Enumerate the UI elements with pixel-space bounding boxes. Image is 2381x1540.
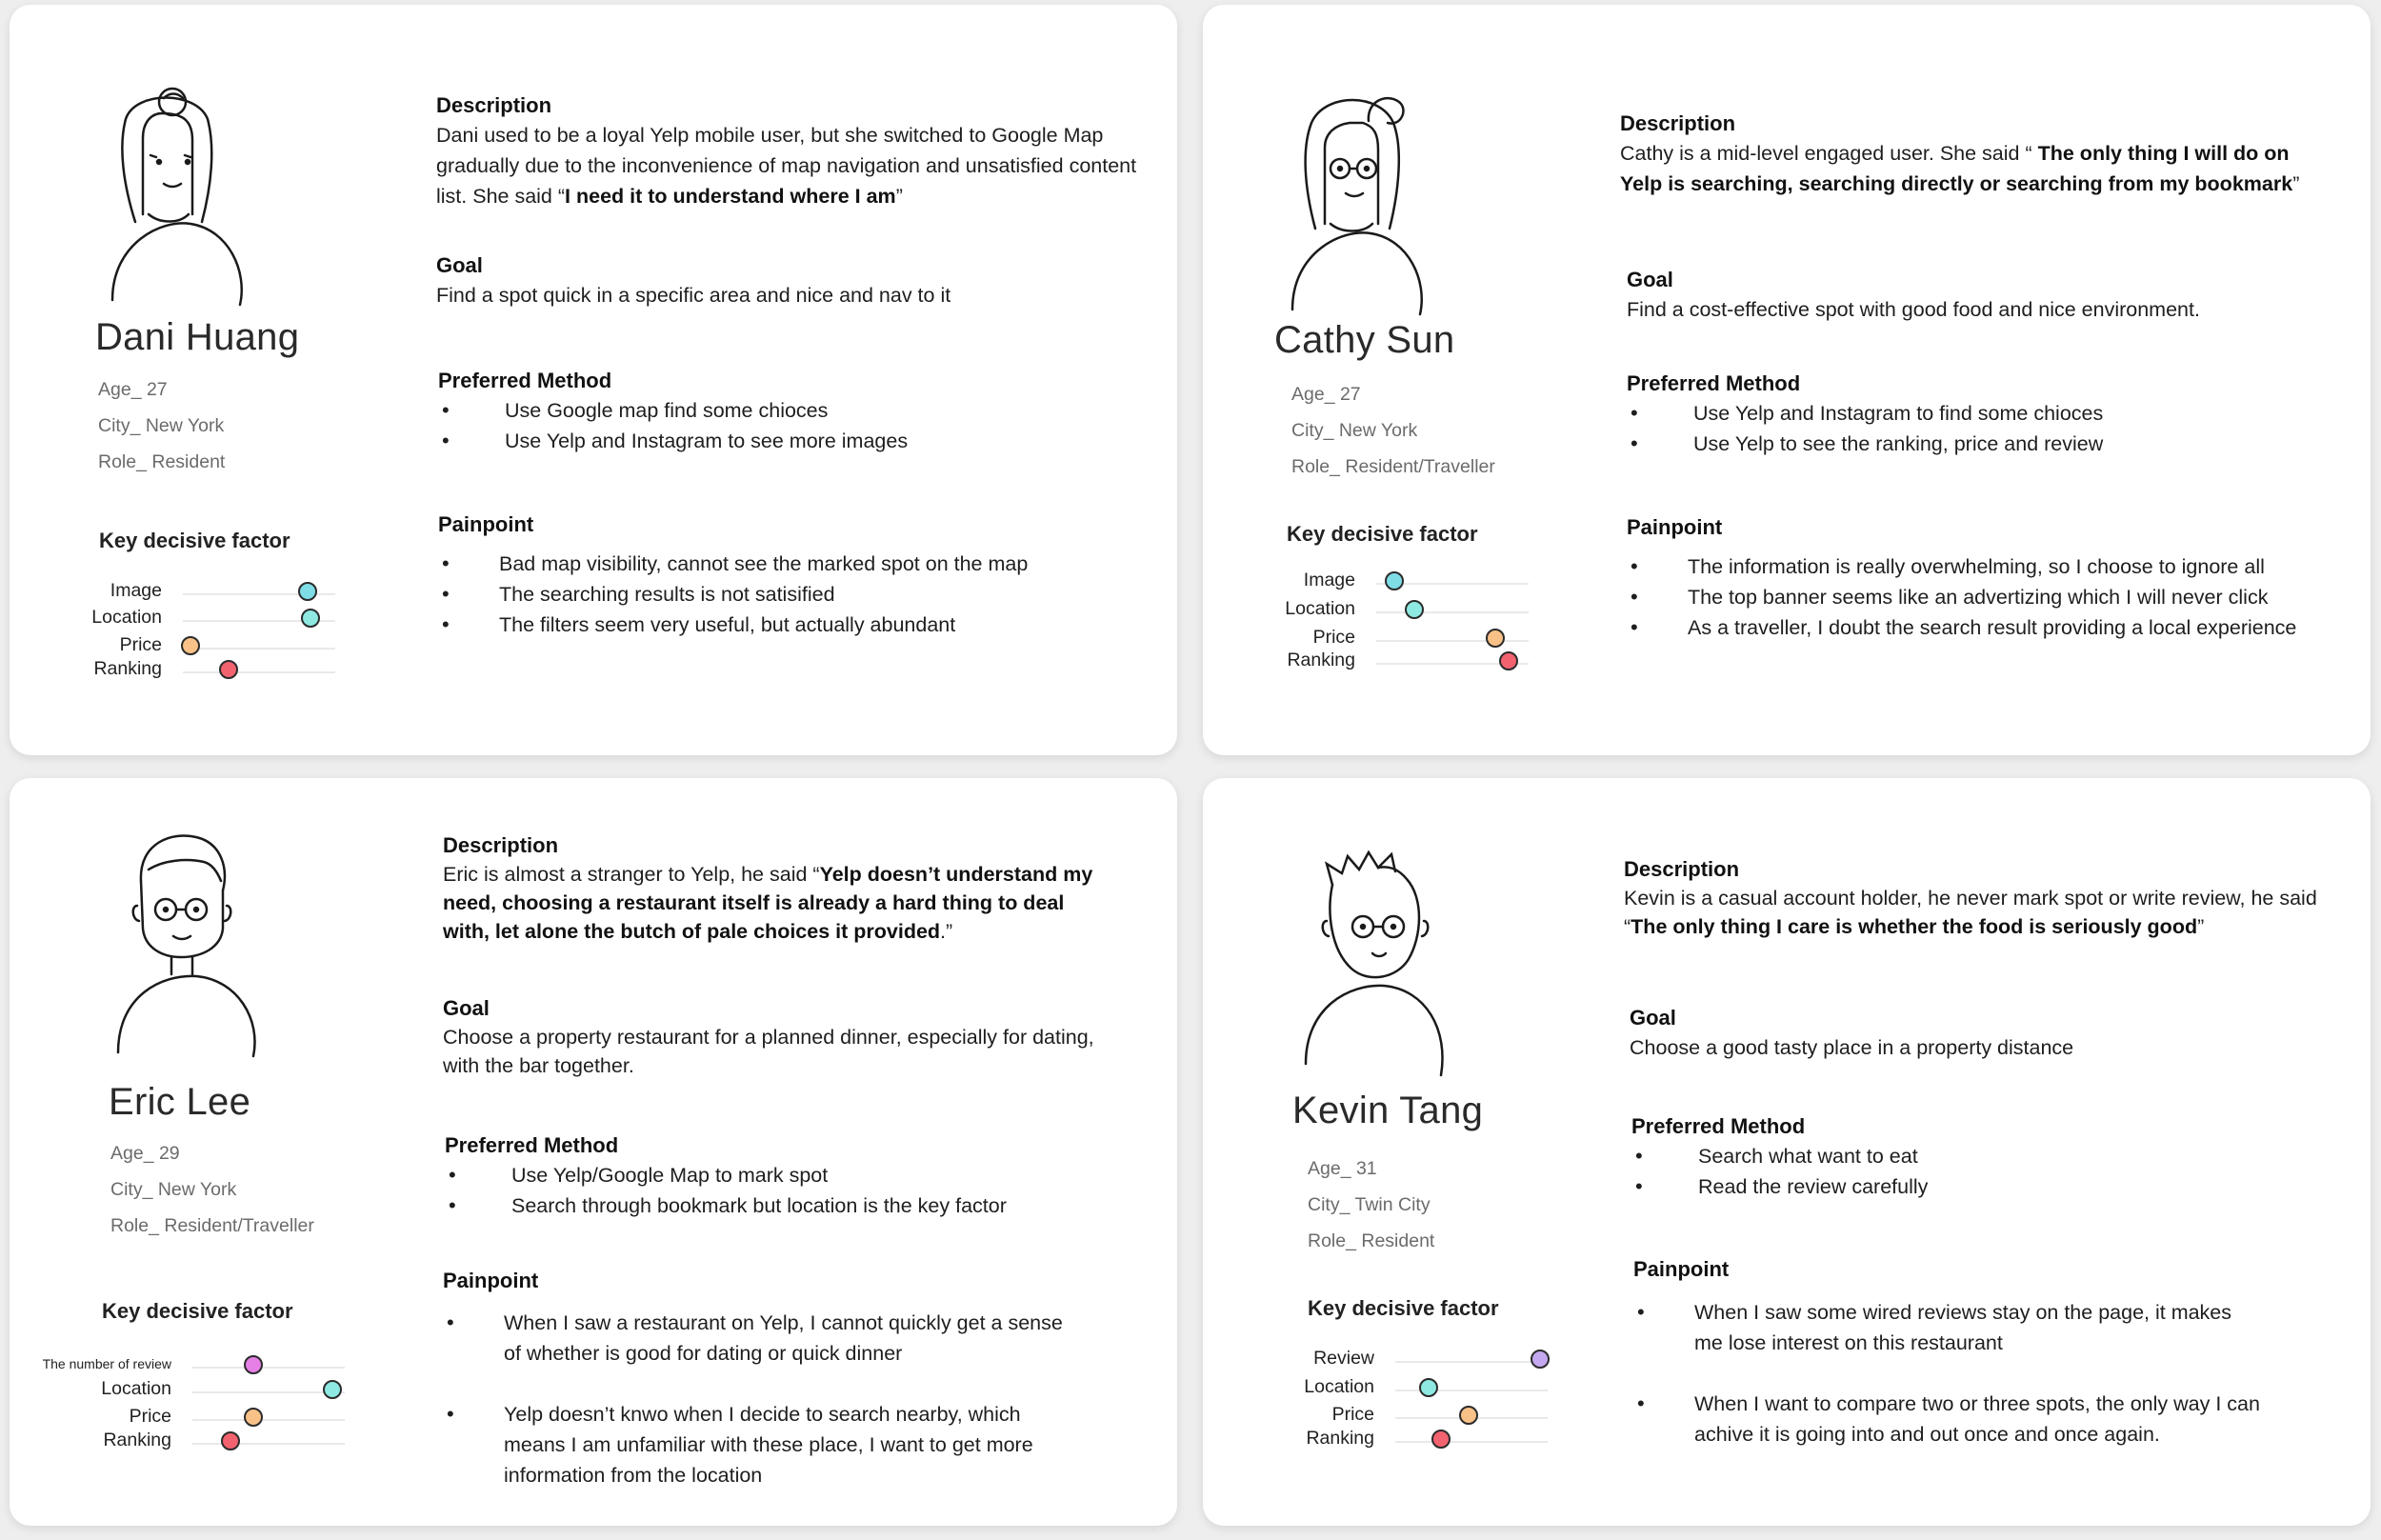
factor-row xyxy=(10,654,352,683)
persona-city: City_ New York xyxy=(1291,420,1418,441)
factor-label: Image xyxy=(110,580,162,601)
method-section xyxy=(445,1130,1150,1221)
goal-heading: Goal xyxy=(443,996,490,1020)
factor-dot-review xyxy=(244,1355,263,1374)
factor-label: Ranking xyxy=(1287,650,1355,670)
factor-dot-location xyxy=(1405,600,1424,619)
description-section xyxy=(1620,109,2325,199)
female-avatar-icon xyxy=(105,71,257,310)
method-heading: Preferred Method xyxy=(445,1133,619,1157)
factor-label: Ranking xyxy=(103,1430,171,1450)
factor-row xyxy=(10,603,352,631)
quote: The only thing I will do on Yelp is searching, searching directly or searching from my bookmark xyxy=(1620,142,2293,195)
list-item: • As a traveller, I doubt the search result providing a local experience xyxy=(1627,612,2360,643)
goal-text: Find a spot quick in a specific area and nice and nav to it xyxy=(436,284,951,307)
description-text: Kevin is a casual account holder, he never mark spot or write review, he said “The only thing I care is whether the food is seriously good” xyxy=(1624,887,2317,938)
method-section xyxy=(1631,1111,2336,1202)
factor-label: Price xyxy=(119,634,162,655)
key-factor-chart xyxy=(1222,1344,1565,1477)
goal-heading: Goal xyxy=(1630,1006,1676,1030)
persona-role: Role_ Resident/Traveller xyxy=(1291,456,1495,477)
factor-dot-review xyxy=(1531,1350,1550,1369)
list-item: • The top banner seems like an advertizing which I will never click xyxy=(1627,582,2360,612)
description-text: Cathy is a mid-level engaged user. She said “ The only thing I will do on Yelp is searching, searching directly or searching from my bookmark” xyxy=(1620,142,2300,195)
pain-list xyxy=(1633,1297,2262,1450)
factor-dot-image xyxy=(1385,571,1404,590)
factor-dot-location xyxy=(323,1380,342,1399)
quote: Yelp doesn’t understand my need, choosing a restaurant itself is already a hard thing to deal with, let alone the butch of pale choices it provided xyxy=(443,863,1093,943)
factor-dot-price xyxy=(1459,1406,1478,1425)
method-list xyxy=(1627,398,2331,459)
factor-dot-ranking xyxy=(221,1431,240,1450)
factor-label: The number of review xyxy=(42,1356,171,1371)
persona-role: Role_ Resident xyxy=(98,451,226,472)
list-item: • Bad map visibility, cannot see the marked spot on the map xyxy=(438,549,1143,579)
persona-age: Age_ 27 xyxy=(1291,384,1361,405)
list-item: • Read the review carefully xyxy=(1631,1171,2336,1202)
list-item: • Search through bookmark but location is the key factor xyxy=(445,1190,1150,1221)
list-item: • Use Yelp/Google Map to mark spot xyxy=(445,1160,1150,1190)
pain-heading: Painpoint xyxy=(1627,515,1723,539)
persona-role: Role_ Resident xyxy=(1308,1230,1435,1251)
list-item: • Yelp doesn’t knwo when I decide to search nearby, which means I am unfamiliar with these place, I want to get more information from the location xyxy=(443,1399,1071,1490)
description-heading: Description xyxy=(443,833,559,857)
factor-dot-image xyxy=(298,582,317,601)
goal-heading: Goal xyxy=(436,253,483,277)
pain-section xyxy=(438,510,1143,640)
goal-text: Choose a good tasty place in a property distance xyxy=(1630,1036,2074,1059)
persona-name: Kevin Tang xyxy=(1292,1090,1484,1131)
factor-label: Price xyxy=(129,1406,171,1427)
persona-name: Cathy Sun xyxy=(1274,319,1455,361)
persona-age: Age_ 27 xyxy=(98,379,168,400)
key-factor-chart xyxy=(10,576,352,710)
persona-age: Age_ 31 xyxy=(1308,1158,1377,1179)
persona-name: Eric Lee xyxy=(109,1081,251,1123)
list-item: • Search what want to eat xyxy=(1631,1141,2336,1171)
factor-dot-ranking xyxy=(1431,1430,1451,1449)
factor-label: Image xyxy=(1303,570,1355,590)
pain-list xyxy=(438,549,1143,640)
description-heading: Description xyxy=(1620,111,1736,135)
factor-label: Review xyxy=(1313,1348,1374,1369)
factor-row xyxy=(1222,1372,1565,1401)
key-factor-title: Key decisive factor xyxy=(1287,522,1478,546)
description-section xyxy=(436,90,1141,211)
factor-dot-price xyxy=(244,1408,263,1427)
factor-label: Location xyxy=(101,1378,171,1399)
description-section xyxy=(1624,854,2329,941)
factor-dot-location xyxy=(1419,1378,1438,1397)
method-list xyxy=(445,1160,1150,1221)
factor-row xyxy=(1222,1344,1565,1372)
persona-age: Age_ 29 xyxy=(110,1143,180,1164)
description-text: Dani used to be a loyal Yelp mobile user, but she switched to Google Map gradually due to the inconvenience of map navigation and unsatisfied content list. She said “I need it to understand where I am” xyxy=(436,124,1137,208)
description-heading: Description xyxy=(436,93,552,117)
factor-label: Ranking xyxy=(93,658,162,679)
goal-section xyxy=(1630,1003,2334,1063)
goal-text: Choose a property restaurant for a planned dinner, especially for dating, with the bar together. xyxy=(443,1026,1094,1077)
persona-city: City_ New York xyxy=(98,415,225,436)
factor-row xyxy=(1203,646,1546,674)
list-item: • The filters seem very useful, but actually abundant xyxy=(438,610,1143,640)
description-heading: Description xyxy=(1624,857,1740,881)
factor-dot-price xyxy=(1486,629,1505,648)
factor-label: Location xyxy=(1304,1376,1374,1397)
pain-heading: Painpoint xyxy=(1633,1257,1730,1281)
pain-heading: Painpoint xyxy=(443,1269,539,1292)
pain-heading: Painpoint xyxy=(438,512,534,536)
method-list xyxy=(1631,1141,2336,1202)
factor-dot-price xyxy=(181,636,200,655)
factor-label: Ranking xyxy=(1306,1428,1374,1449)
quote: The only thing I care is whether the food is seriously good xyxy=(1631,915,2198,938)
list-item: • Use Google map find some chioces xyxy=(438,395,1143,426)
list-item: • The information is really overwhelming, so I choose to ignore all xyxy=(1627,551,2360,582)
method-heading: Preferred Method xyxy=(1631,1114,1806,1138)
persona-name: Dani Huang xyxy=(95,316,300,358)
factor-dot-location xyxy=(301,609,320,628)
pain-section xyxy=(1633,1254,2262,1480)
goal-text: Find a cost-effective spot with good food and nice environment. xyxy=(1627,298,2200,321)
persona-card-kevin xyxy=(1203,778,2371,1526)
factor-label: Price xyxy=(1331,1404,1374,1425)
list-item: • When I saw some wired reviews stay on the page, it makes me lose interest on this restaurant xyxy=(1633,1297,2262,1358)
factor-row xyxy=(1222,1424,1565,1452)
male-spiky-glasses-avatar-icon xyxy=(1298,826,1460,1083)
pain-section xyxy=(1627,512,2360,643)
goal-heading: Goal xyxy=(1627,268,1673,291)
list-item: • When I want to compare two or three spots, the only way I can achive it is going into and out once and once again. xyxy=(1633,1389,2262,1450)
factor-label: Location xyxy=(1285,598,1355,619)
pain-section xyxy=(443,1266,1071,1521)
goal-section xyxy=(436,250,1141,310)
key-factor-chart xyxy=(19,1350,362,1483)
pain-list xyxy=(443,1308,1071,1490)
factor-row xyxy=(19,1374,362,1403)
factor-row xyxy=(1203,594,1546,623)
list-item: • Use Yelp to see the ranking, price and review xyxy=(1627,429,2331,459)
factor-row xyxy=(19,1426,362,1454)
male-glasses-avatar-icon xyxy=(105,814,267,1062)
method-list xyxy=(438,395,1143,456)
factor-label: Price xyxy=(1312,627,1355,648)
goal-section xyxy=(1627,265,2331,325)
key-factor-title: Key decisive factor xyxy=(1308,1296,1499,1320)
persona-city: City_ Twin City xyxy=(1308,1194,1431,1215)
persona-city: City_ New York xyxy=(110,1179,237,1200)
persona-card-eric xyxy=(10,778,1177,1526)
female-glasses-avatar-icon xyxy=(1287,81,1439,319)
key-factor-chart xyxy=(1203,566,1546,699)
pain-list xyxy=(1627,551,2360,643)
list-item: • When I saw a restaurant on Yelp, I cannot quickly get a sense of whether is good for dating or quick dinner xyxy=(443,1308,1071,1369)
persona-role: Role_ Resident/Traveller xyxy=(110,1215,314,1236)
quote: I need it to understand where I am xyxy=(565,185,896,208)
list-item: • Use Yelp and Instagram to find some chioces xyxy=(1627,398,2331,429)
key-factor-title: Key decisive factor xyxy=(99,529,290,552)
persona-card-cathy xyxy=(1203,5,2371,755)
factor-row xyxy=(10,576,352,605)
method-section xyxy=(438,366,1143,456)
factor-label: Location xyxy=(91,607,162,628)
factor-dot-ranking xyxy=(1499,651,1518,670)
goal-section xyxy=(443,993,1110,1080)
list-item: • The searching results is not satisified xyxy=(438,579,1143,610)
persona-card-dani xyxy=(10,5,1177,755)
key-factor-title: Key decisive factor xyxy=(102,1299,293,1323)
factor-row xyxy=(1203,566,1546,594)
factor-dot-ranking xyxy=(219,660,238,679)
method-heading: Preferred Method xyxy=(1627,371,1801,395)
method-section xyxy=(1627,369,2331,459)
description-section xyxy=(443,830,1110,946)
list-item: • Use Yelp and Instagram to see more images xyxy=(438,426,1143,456)
method-heading: Preferred Method xyxy=(438,369,612,392)
description-text: Eric is almost a stranger to Yelp, he said “Yelp doesn’t understand my need, choosing a restaurant itself is already a hard thing to deal with, let alone the butch of pale choices it provided.” xyxy=(443,863,1093,943)
